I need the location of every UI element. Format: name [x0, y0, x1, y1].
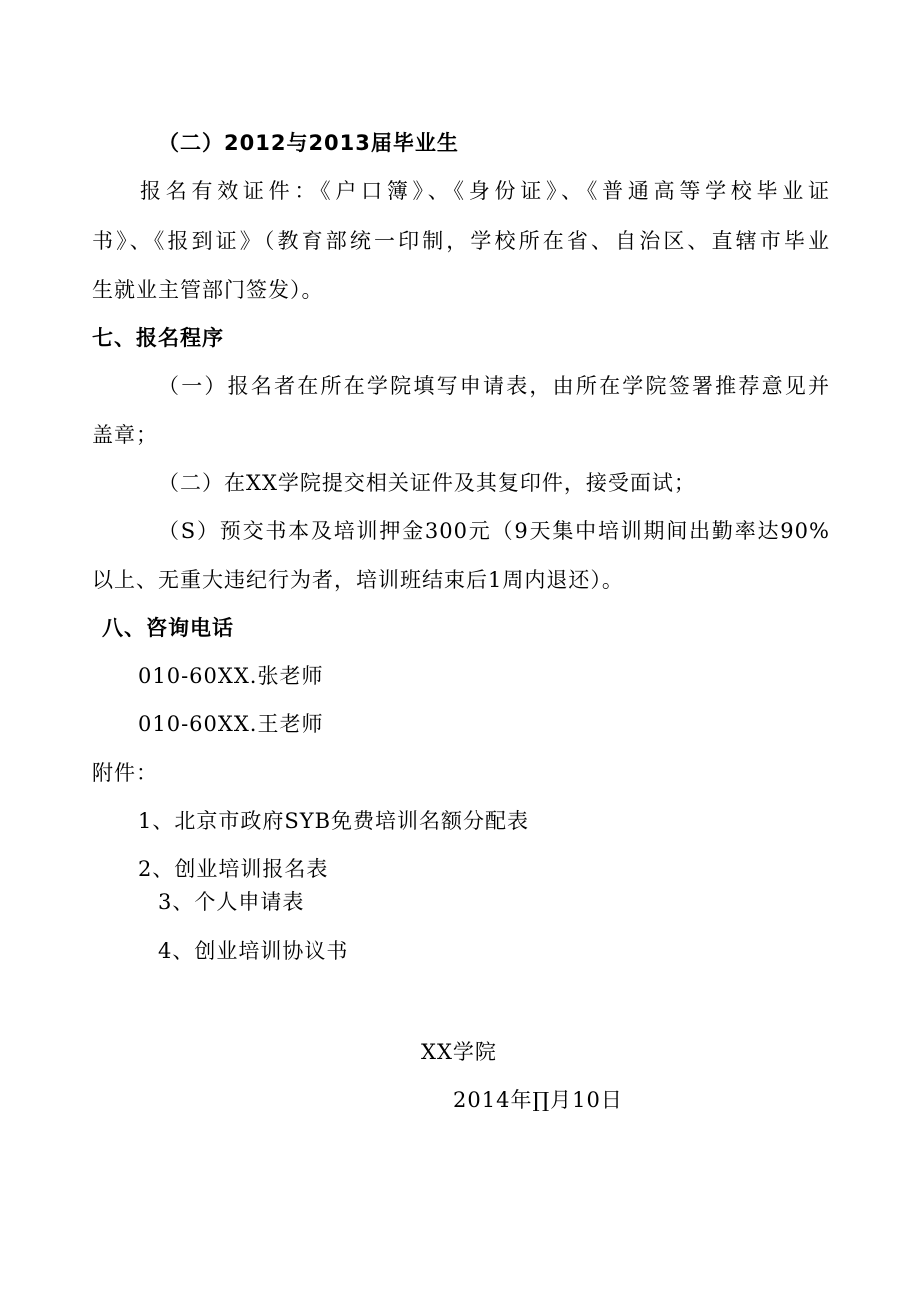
section-heading-contact-phone: 八、咨询电话 [102, 616, 234, 640]
signature-organization: XX学院 [421, 1040, 497, 1064]
attachment-item-2: 2、创业培训报名表 [138, 857, 329, 881]
procedure-step-1-line-1: （一）报名者在所在学院填写申请表，由所在学院签署推荐意见并 [158, 374, 830, 398]
signature-date: 2014年∏月10日 [453, 1088, 623, 1112]
procedure-step-2: （二）在XX学院提交相关证件及其复印件，接受面试； [158, 471, 696, 495]
attachment-item-1: 1、北京市政府SYB免费培训名额分配表 [138, 809, 530, 833]
section-heading-registration-procedure: 七、报名程序 [92, 326, 224, 350]
contact-phone-1: 010-60XX.张老师 [138, 664, 324, 688]
certificates-paragraph-line-2: 书》、《报到证》（教育部统一印制，学校所在省、自治区、直辖市毕业 [92, 229, 830, 253]
contact-phone-2: 010-60XX.王老师 [138, 712, 324, 736]
certificates-paragraph-line-1: 报名有效证件：《户口簿》、《身份证》、《普通高等学校毕业证 [140, 179, 830, 203]
procedure-step-1-line-2: 盖章； [92, 423, 158, 447]
procedure-step-3-line-2: 以上、无重大违纪行为者，培训班结束后1周内退还）。 [92, 568, 624, 592]
attachments-label: 附件： [92, 761, 158, 785]
attachment-item-4: 4、创业培训协议书 [158, 939, 349, 963]
subheading-2012-2013-graduates: （二）2012与2013届毕业生 [158, 131, 459, 155]
procedure-step-3-line-1: （S）预交书本及培训押金300元（9天集中培训期间出勤率达90% [158, 519, 830, 543]
attachment-item-3: 3、个人申请表 [158, 890, 305, 914]
certificates-paragraph-line-3: 生就业主管部门签发）。 [92, 278, 324, 302]
